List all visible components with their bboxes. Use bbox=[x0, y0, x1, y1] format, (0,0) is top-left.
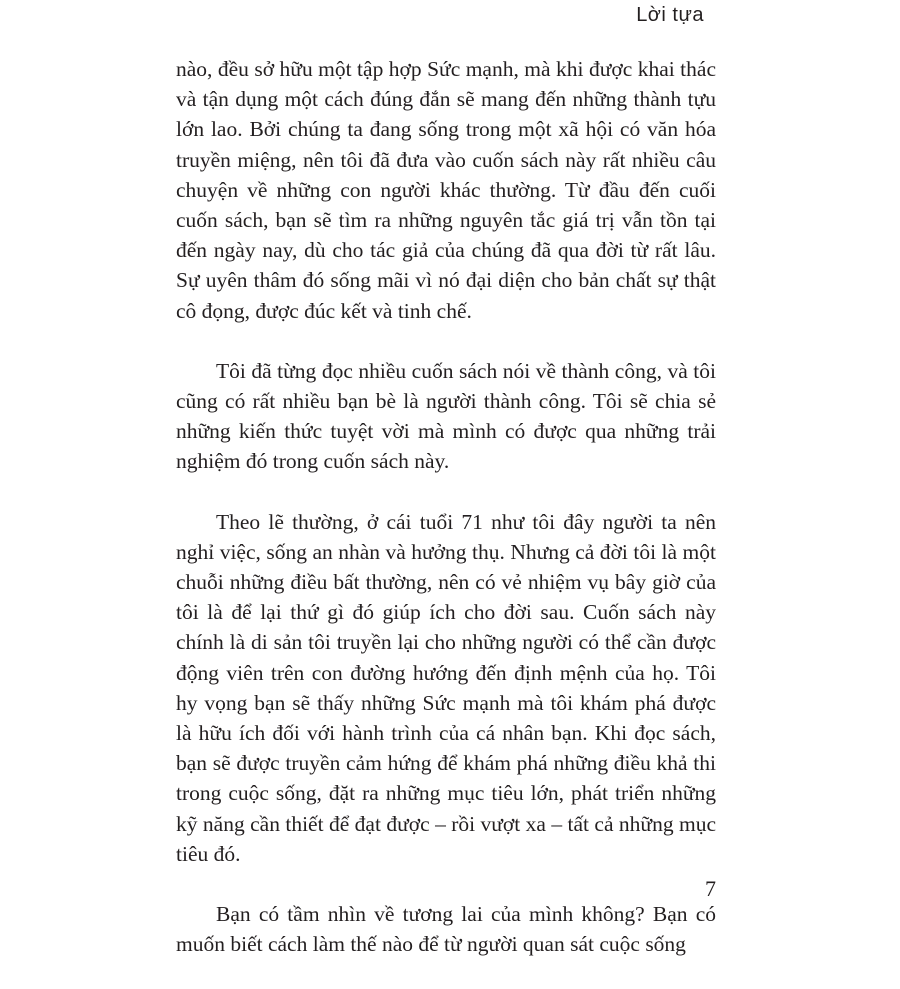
paragraph-3: Theo lẽ thường, ở cái tuổi 71 như tôi đây người ta nên nghỉ việc, sống an nhàn và hưởng thụ. Nhưng cả đời tôi là một chuỗi những điều bất thường, nên có vẻ nhiệm vụ bây giờ của tôi là để lại thứ gì đó giúp ích cho đời sau. Cuốn sách này chính là di sản tôi truyền lại cho những người có thể cần được động viên trên con đường hướng đến định mệnh của họ. Tôi hy vọng bạn sẽ thấy những Sức mạnh mà tôi khám phá được là hữu ích đối với hành trình của cá nhân bạn. Khi đọc sách, bạn sẽ được truyền cảm hứng để khám phá những điều khả thi trong cuộc sống, đặt ra những mục tiêu lớn, phát triển những kỹ năng cần thiết để đạt được – rồi vượt xa – tất cả những mục tiêu đó. bbox=[176, 509, 716, 866]
running-head-title: Lời tựa bbox=[636, 4, 704, 26]
paragraph-4: Bạn có tầm nhìn về tương lai của mình không? Bạn có muốn biết cách làm thế nào để từ người quan sát cuộc sống bbox=[176, 902, 716, 957]
page-number: 7 bbox=[705, 876, 716, 901]
paragraph-2: Tôi đã từng đọc nhiều cuốn sách nói về thành công, và tôi cũng có rất nhiều bạn bè là người thành công. Tôi sẽ chia sẻ những kiến thức tuyệt vời mà mình có được qua những trải nghiệm đó trong cuốn sách này. bbox=[176, 358, 716, 474]
paragraph-1: nào, đều sở hữu một tập hợp Sức mạnh, mà khi được khai thác và tận dụng một cách đúng đắn sẽ mang đến những thành tựu lớn lao. Bởi chúng ta đang sống trong một xã hội có văn hóa truyền miệng, nên tôi đã đưa vào cuốn sách này rất nhiều câu chuyện về những con người khác thường. Từ đầu đến cuối cuốn sách, bạn sẽ tìm ra những nguyên tắc giá trị vẫn tồn tại đến ngày nay, dù cho tác giả của chúng đã qua đời từ rất lâu. Sự uyên thâm đó sống mãi vì nó đại diện cho bản chất sự thật cô đọng, được đúc kết và tinh chế. bbox=[176, 57, 716, 323]
body-text bbox=[176, 54, 716, 989]
